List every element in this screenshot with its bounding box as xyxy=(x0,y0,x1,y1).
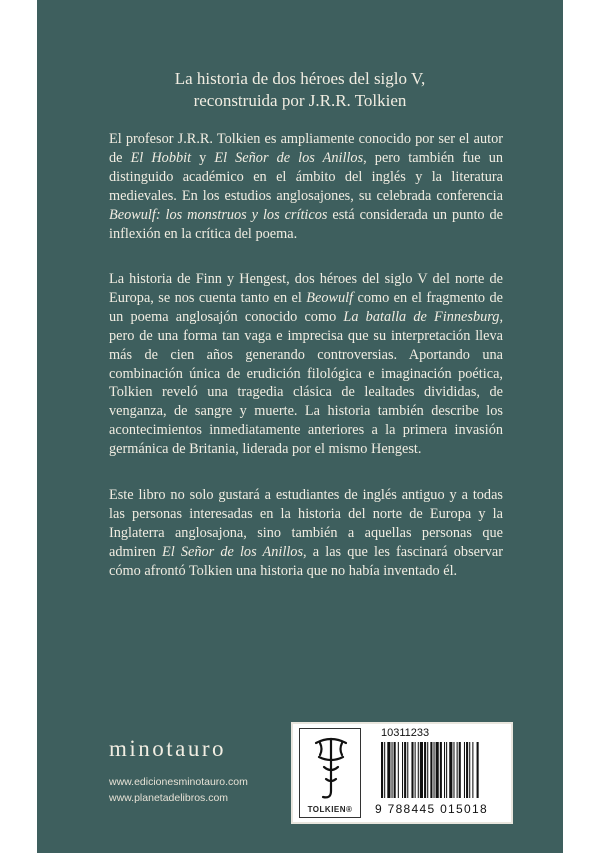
p1-title-el-hobbit: El Hobbit xyxy=(130,149,192,166)
barcode-bar xyxy=(384,742,385,798)
p2-title-finnesburg: La batalla de Finnesburg xyxy=(343,308,500,325)
barcode-bar xyxy=(402,742,403,798)
barcode-bar xyxy=(407,742,408,798)
publisher-logo: minotauro xyxy=(109,736,227,761)
barcode-bar xyxy=(440,742,442,798)
barcode-bar xyxy=(420,742,423,798)
barcode-bar xyxy=(381,742,383,798)
publisher-url-1: www.edicionesminotauro.com xyxy=(109,776,248,788)
barcode-bar xyxy=(459,742,461,798)
barcode-bar xyxy=(477,742,479,798)
barcode-bar xyxy=(449,742,452,798)
tagline-line-2: reconstruida por J.R.R. Tolkien xyxy=(193,91,407,110)
p1-title-beowulf-conferencia: Beowulf: los monstruos y los críticos xyxy=(109,206,328,223)
tagline-line-1: La historia de dos héroes del siglo V, xyxy=(174,69,426,88)
barcode-bar xyxy=(457,742,458,798)
p3-text-c: , a las que les fascinará observar cómo afrontó Tolkien una historia que no había inventado él. xyxy=(109,543,503,579)
barcode-badge xyxy=(291,722,513,824)
p2-title-beowulf: Beowulf xyxy=(306,289,354,306)
paragraph-3 xyxy=(109,486,503,581)
barcode-bar xyxy=(404,742,406,798)
barcode-bar xyxy=(415,742,416,798)
barcode xyxy=(379,742,507,802)
reference-number: 10311233 xyxy=(381,727,430,739)
tolkien-monogram-icon xyxy=(312,733,350,803)
p1-text-a: El profesor J.R.R. Tolkien es ampliamente conocido por ser el autor de xyxy=(109,131,503,166)
barcode-bar xyxy=(430,742,432,798)
p3-title-el-senor: El Señor de los Anillos xyxy=(161,543,304,560)
barcode-bar xyxy=(434,742,435,798)
barcode-bar xyxy=(469,742,470,798)
barcode-bar xyxy=(427,742,428,798)
paragraph-2 xyxy=(109,270,503,459)
barcode-bar xyxy=(411,742,413,798)
barcode-bar xyxy=(436,742,439,798)
barcode-bar xyxy=(446,742,447,798)
p1-title-el-senor: El Señor de los Anillos xyxy=(214,149,364,166)
barcode-bar xyxy=(394,742,396,798)
isbn-number: 9 788445 015018 xyxy=(375,802,488,816)
tolkien-monogram-box xyxy=(299,728,361,818)
p2-text-c: como en el fragmento de un poema anglosajón conocido como xyxy=(109,289,503,325)
barcode-bar xyxy=(418,742,419,798)
publisher-url-2: www.planetadelibros.com xyxy=(109,792,229,804)
tolkien-trademark: TOLKIEN® xyxy=(307,805,353,814)
barcode-bar xyxy=(464,742,465,798)
barcode-bar xyxy=(387,742,390,798)
p1-text-c: y xyxy=(191,149,215,166)
barcode-bar xyxy=(424,742,426,798)
barcode-bar xyxy=(453,742,454,798)
barcode-bar xyxy=(392,742,393,798)
p2-text-e: , pero de una forma tan vaga e imprecisa que su interpretación lleva más de cien años generando controversias. Aportando una combinación única de erudición filológica e imaginación poética, Tolkien reveló una tragedia clásica de lealtades divididas, de venganza, de sangre y muerte. La historia también describe los acontecimientos inmediatamente anteriores a la primera invasión germánica de Britania, liderada por el mismo Hengest. xyxy=(109,308,504,458)
tagline xyxy=(37,68,563,112)
p1-text-g: está considerada un punto de inflexión en la crítica del poema. xyxy=(109,206,503,242)
book-back-cover xyxy=(37,0,563,853)
p1-text-e: , pero también fue un distinguido académico en el ámbito del inglés y la literatura medievales. En los estudios anglosajones, su celebrada conferencia xyxy=(109,149,504,204)
p2-text-a: La historia de Finn y Hengest, dos héroes del siglo V del norte de Europa, se nos cuenta tanto en el xyxy=(109,271,503,306)
paragraph-1 xyxy=(109,130,503,243)
barcode-bar xyxy=(472,742,473,798)
barcode-bar xyxy=(398,742,399,798)
p3-text-a: Este libro no solo gustará a estudiantes de inglés antiguo y a todas las personas interesadas en la historia del norte de Europa y la Inglaterra anglosajona, sino también a aquellas personas que admiren xyxy=(109,487,503,560)
barcode-bar xyxy=(466,742,468,798)
barcode-bar xyxy=(444,742,445,798)
